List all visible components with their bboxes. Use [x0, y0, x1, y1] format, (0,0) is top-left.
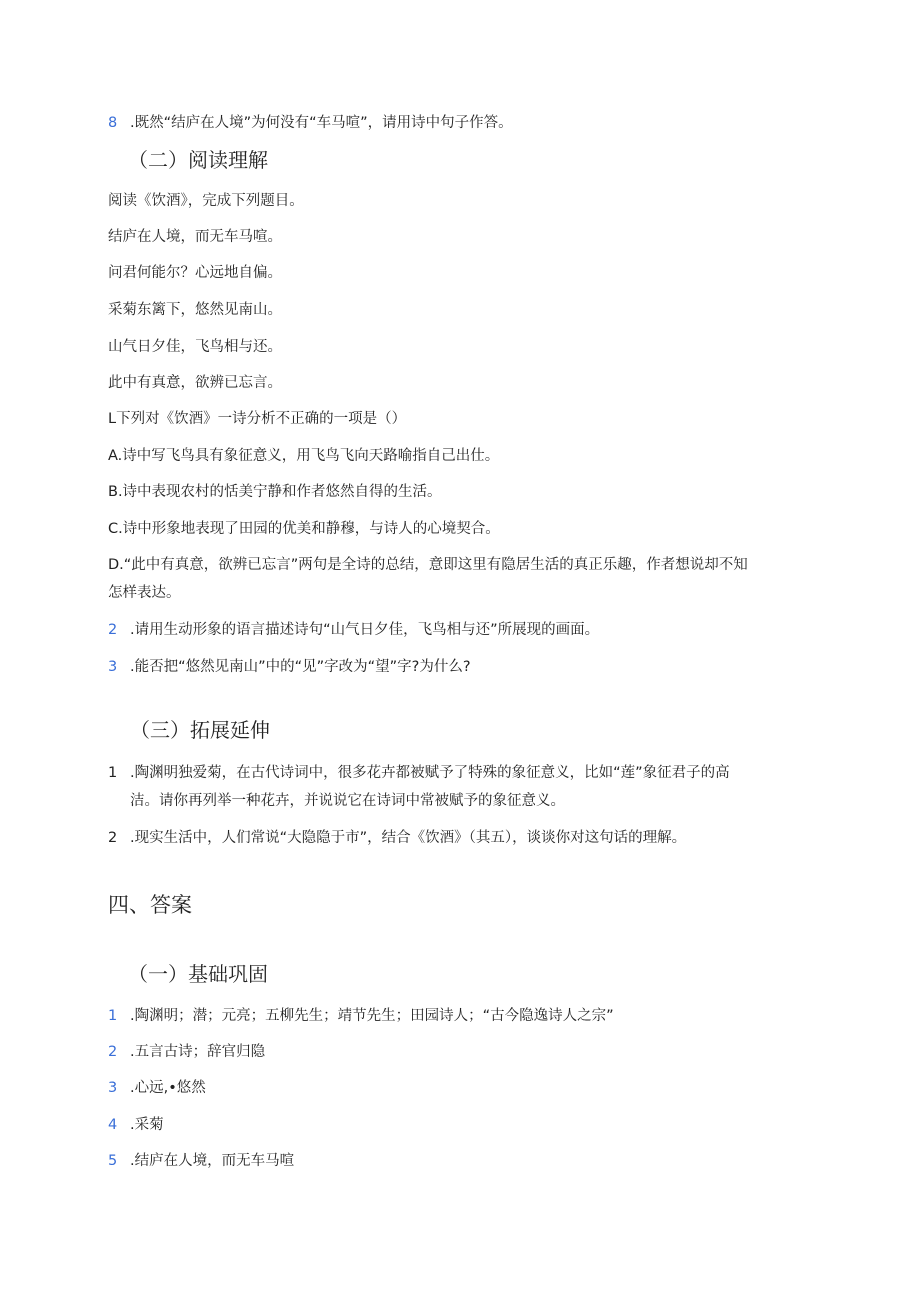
answer-text: .五言古诗；辞官归隐 — [130, 1044, 266, 1060]
answer-text: .心远,•悠然 — [130, 1080, 206, 1096]
poem-line: 结庐在人境，而无车马喧。 — [108, 229, 282, 245]
question-text: .陶渊明独爱菊，在古代诗词中，很多花卉都被赋予了特殊的象征意义，比如“莲”象征君子的高 — [130, 765, 730, 781]
option-d-continued: 怎样表达。 — [108, 585, 181, 601]
answer-number: 1 — [108, 1008, 118, 1024]
poem-intro: 阅读《饮酒》，完成下列题目。 — [108, 193, 304, 209]
question-text: .请用生动形象的语言描述诗句“山气日夕佳，飞鸟相与还”所展现的画面。 — [130, 622, 600, 638]
poem-line: 此中有真意，欲辨已忘言。 — [108, 375, 282, 391]
answer-text: .陶渊明；潜；元亮；五柳先生；靖节先生；田园诗人；“古今隐逸诗人之宗” — [130, 1008, 614, 1024]
answer-item — [108, 1151, 294, 1171]
answer-item — [108, 1006, 614, 1026]
answer-text: .采菊 — [130, 1117, 164, 1133]
option-c: C.诗中形象地表现了田园的优美和静穆，与诗人的心境契合。 — [108, 521, 500, 537]
extension-1-continued: 洁。请你再列举一种花卉，并说说它在诗词中常被赋予的象征意义。 — [130, 793, 565, 809]
poem-line: 山气日夕佳，飞鸟相与还。 — [108, 339, 282, 355]
section-reading-title: （二）阅读理解 — [128, 148, 268, 172]
option-a: A.诗中写飞鸟具有象征意义，用飞鸟飞向天路喻指自己出仕。 — [108, 448, 500, 464]
poem-line: 采菊东篱下，悠然见南山。 — [108, 302, 282, 318]
poem-line: 问君何能尔？心远地自偏。 — [108, 265, 282, 281]
extension-2 — [108, 828, 686, 848]
section-answers-title: 四、答案 — [108, 893, 192, 917]
question-text: .能否把“悠然见南山”中的“见”字改为“望”字?为什么? — [130, 659, 471, 675]
option-b: B.诗中表现农村的恬美宁静和作者悠然自得的生活。 — [108, 484, 442, 500]
answer-number: 3 — [108, 1080, 118, 1096]
question-1-stem: L下列对《饮酒》一诗分析不正确的一项是（） — [108, 411, 407, 427]
question-2 — [108, 620, 599, 640]
answer-number: 5 — [108, 1153, 118, 1169]
question-text: .现实生活中，人们常说“大隐隐于市”，结合《饮酒》（其五），谈谈你对这句话的理解。 — [130, 830, 687, 846]
question-number: 2 — [108, 622, 118, 638]
question-text: .既然“结庐在人境”为何没有“车马喧”，请用诗中句子作答。 — [130, 115, 513, 131]
option-d: D.“此中有真意，欲辨已忘言”两句是全诗的总结，意即这里有隐居生活的真正乐趣，作者想说却不知 — [108, 557, 748, 573]
question-3 — [108, 657, 471, 677]
answer-item — [108, 1078, 206, 1098]
question-8 — [108, 113, 513, 133]
answer-item — [108, 1042, 265, 1062]
extension-1 — [108, 763, 730, 783]
question-number: 8 — [108, 115, 118, 131]
answer-text: .结庐在人境，而无车马喧 — [130, 1153, 295, 1169]
section-extension-title: （三）拓展延伸 — [130, 718, 270, 742]
answer-number: 2 — [108, 1044, 118, 1060]
answer-number: 4 — [108, 1117, 118, 1133]
section-basics-title: （一）基础巩固 — [128, 962, 268, 986]
answer-item — [108, 1115, 164, 1135]
question-number: 3 — [108, 659, 118, 675]
question-number: 1 — [108, 765, 118, 781]
question-number: 2 — [108, 830, 118, 846]
